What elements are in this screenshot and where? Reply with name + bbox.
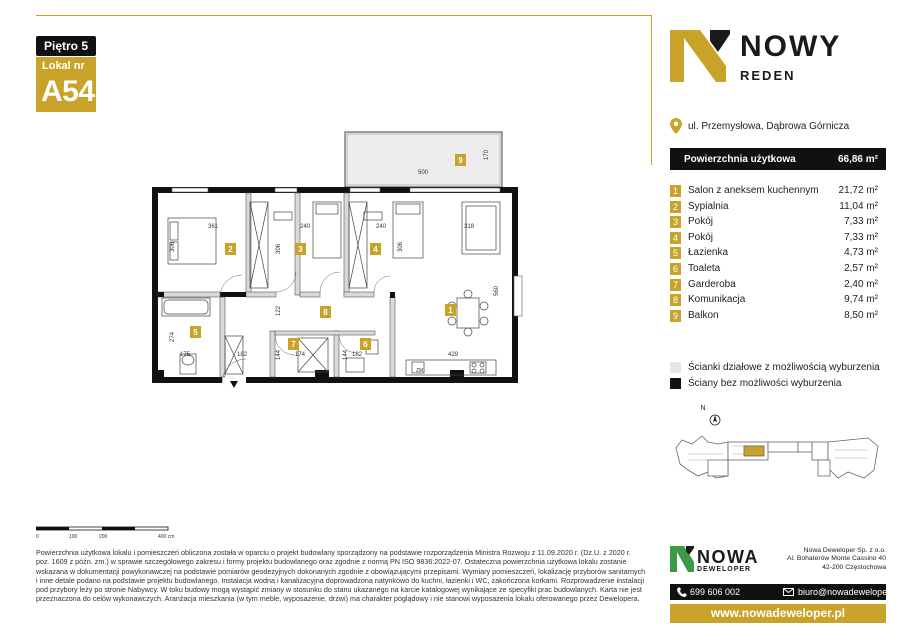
room-area: 2,40 m²: [844, 278, 878, 290]
unit-label: Lokal nr: [42, 60, 85, 72]
brand-sub: REDEN: [740, 68, 796, 83]
fixed-walls-swatch: [670, 378, 681, 389]
room-row: [670, 184, 886, 200]
dim-label: 144: [276, 349, 282, 360]
room-name: Komunikacja: [688, 294, 746, 306]
room-area: 8,50 m²: [844, 309, 878, 321]
top-divider: [36, 15, 651, 16]
room-row: [670, 293, 886, 309]
room-number: 4: [670, 232, 681, 244]
contact-bar: [670, 584, 900, 600]
developer-name: NOWA: [697, 547, 759, 567]
compass-label: N: [700, 405, 706, 412]
site-key-plan: [668, 398, 888, 498]
room-label: 5: [193, 328, 198, 337]
company-line: Al. Bohaterów Monte Cassino 40: [787, 555, 886, 563]
floor-plan: [150, 126, 535, 392]
room-label: 7: [291, 340, 296, 349]
dim-label: 174: [295, 352, 306, 358]
room-number: 6: [670, 263, 681, 275]
balcony: [345, 132, 502, 187]
developer-sub: DEWELOPER: [697, 566, 752, 573]
phone-link[interactable]: 699 606 002: [690, 587, 741, 597]
room-name: Garderoba: [688, 278, 736, 290]
company-line: 42-200 Częstochowa: [822, 563, 886, 571]
dim-label: 560: [494, 285, 500, 296]
room-area: 9,74 m²: [844, 294, 878, 306]
room-label: 9: [458, 156, 463, 165]
company-address: [760, 547, 886, 572]
room-number: 3: [670, 216, 681, 228]
room-row: [670, 200, 886, 216]
website-link[interactable]: www.nowadeweloper.pl: [670, 604, 886, 623]
room-name: Pokój: [688, 231, 714, 243]
dim-label: 318: [464, 224, 475, 230]
room-label: 1: [448, 306, 453, 315]
scale-tick: 400 cm: [158, 534, 175, 540]
dim-label: 274: [170, 331, 176, 342]
room-area: 4,73 m²: [844, 247, 878, 259]
scale-tick: 0: [36, 534, 39, 540]
room-name: Pokój: [688, 216, 714, 228]
compass-icon: [700, 405, 720, 425]
room-name: Toaleta: [688, 262, 721, 274]
dim-label: 170: [484, 149, 490, 160]
room-row: [670, 278, 886, 294]
room-number: 5: [670, 247, 681, 259]
room-area: 21,72 m²: [838, 185, 878, 196]
dim-label: 306: [276, 243, 282, 254]
address: ul. Przemysłowa, Dąbrowa Górnicza: [688, 121, 850, 132]
entrance-arrow-icon: [230, 381, 238, 388]
room-number: 2: [670, 201, 681, 213]
location-pin-icon: [670, 118, 682, 134]
dim-label: 122: [276, 305, 282, 316]
room-number: 8: [670, 294, 681, 306]
nowa-deweloper-logo-icon: [670, 546, 694, 572]
room-label: 3: [298, 245, 303, 254]
removable-walls-swatch: [670, 362, 681, 373]
vertical-divider: [651, 15, 652, 165]
disclaimer-text: Powierzchnia użytkowa lokalu i pomieszczeń obliczona została w oparciu o projekt budowlany sporządzony na podstawie rozporządzenia Ministra Rozwoju z 11.09.2020 r. (Dz.U. z 2020 r. poz. 1609 z późn. zm.) w sprawie szczegółowego zakresu i formy projektu budowlanego oraz zgodnie z normą PN ISO 9836:2022-07. Ostateczna powierzchnia użytkowa lokalu zostanie wskazana w dokumentacji powykonawczej na podstawie pomiarów geodezyjnych dokonanych zgodnie z obowiązującymi przepisami. Wymiary pomieszczeń, lokalizację przyborów sanitarnych i inne detale podano na podstawie projektu budowlanego. Instalacja wodna i kanalizacyjna doprowadzona natynkowo do kuchni, łazienki i WC, zakończona korkami. Rozprowadzenie instalacji pod przybory leży po stronie Nabywcy. W toku budowy mogą wystąpić zmiany w stosunku do stanu ukazanego na karcie katalogowej wynikające ze specyfiki prac budowlanych. Karta nie jest przeznaczona do celów wykonawczych. Aranżacja mieszkania (w tym meble, wyposażenie, drzwi) ma charakter poglądowy i nie stanowi wyposażenia lokalu oferowanego przez Dewelopera.: [36, 548, 646, 604]
dim-label: 240: [376, 224, 387, 230]
phone-icon: [677, 587, 687, 597]
room-label: 4: [373, 245, 378, 254]
room-area: 7,33 m²: [844, 231, 878, 243]
usable-area-label: Powierzchnia użytkowa: [684, 154, 796, 165]
brand-name: NOWY: [740, 30, 842, 63]
unit-number: A54: [41, 75, 95, 108]
room-label: 6: [363, 340, 368, 349]
scale-bar: [36, 525, 176, 543]
dim-label: 361: [208, 224, 219, 230]
room-label: 2: [228, 245, 233, 254]
room-row: [670, 215, 886, 231]
scale-tick: 200: [99, 534, 108, 540]
room-row: [670, 246, 886, 262]
company-line: Nowa Deweloper Sp. z o.o.: [803, 547, 886, 554]
room-row: [670, 262, 886, 278]
room-area: 2,57 m²: [844, 262, 878, 274]
dim-label: 182: [237, 352, 248, 358]
dim-label: 240: [300, 224, 311, 230]
floor-badge: Piętro 5: [36, 36, 96, 56]
room-area: 7,33 m²: [844, 216, 878, 228]
unit-badge: [36, 57, 96, 112]
dim-label: 306: [398, 241, 404, 252]
email-link[interactable]: biuro@nowadeweloper.pl: [798, 587, 900, 597]
scale-tick: 100: [69, 534, 78, 540]
dim-label: 144: [343, 349, 349, 360]
room-name: Balkon: [688, 309, 719, 321]
room-row: [670, 231, 886, 247]
legend-removable: Ścianki działowe z możliwością wyburzenia: [688, 362, 880, 373]
room-number: 1: [670, 185, 681, 197]
usable-area-bar: [670, 148, 886, 170]
room-row: [670, 309, 886, 325]
room-name: Salon z aneksem kuchennym: [688, 185, 819, 196]
fridge-label: ZM: [416, 368, 424, 374]
dim-label: 182: [352, 352, 363, 358]
dim-label: 175: [180, 352, 191, 358]
mail-icon: [783, 588, 794, 596]
room-area: 11,04 m²: [839, 200, 878, 212]
dim-label: 306: [170, 241, 176, 252]
room-name: Łazienka: [688, 247, 729, 259]
nowy-reden-logo-icon: [670, 30, 732, 82]
dim-label: 429: [448, 352, 459, 358]
room-number: 9: [670, 310, 681, 322]
rooms-table: [670, 184, 886, 324]
usable-area-value: 66,86 m²: [837, 154, 878, 165]
dim-label: 500: [418, 170, 429, 176]
legend-fixed: Ściany bez możliwości wyburzenia: [688, 378, 842, 389]
unit-location-marker: [744, 446, 764, 456]
room-label: 8: [323, 308, 328, 317]
room-name: Sypialnia: [688, 200, 729, 212]
room-number: 7: [670, 279, 681, 291]
